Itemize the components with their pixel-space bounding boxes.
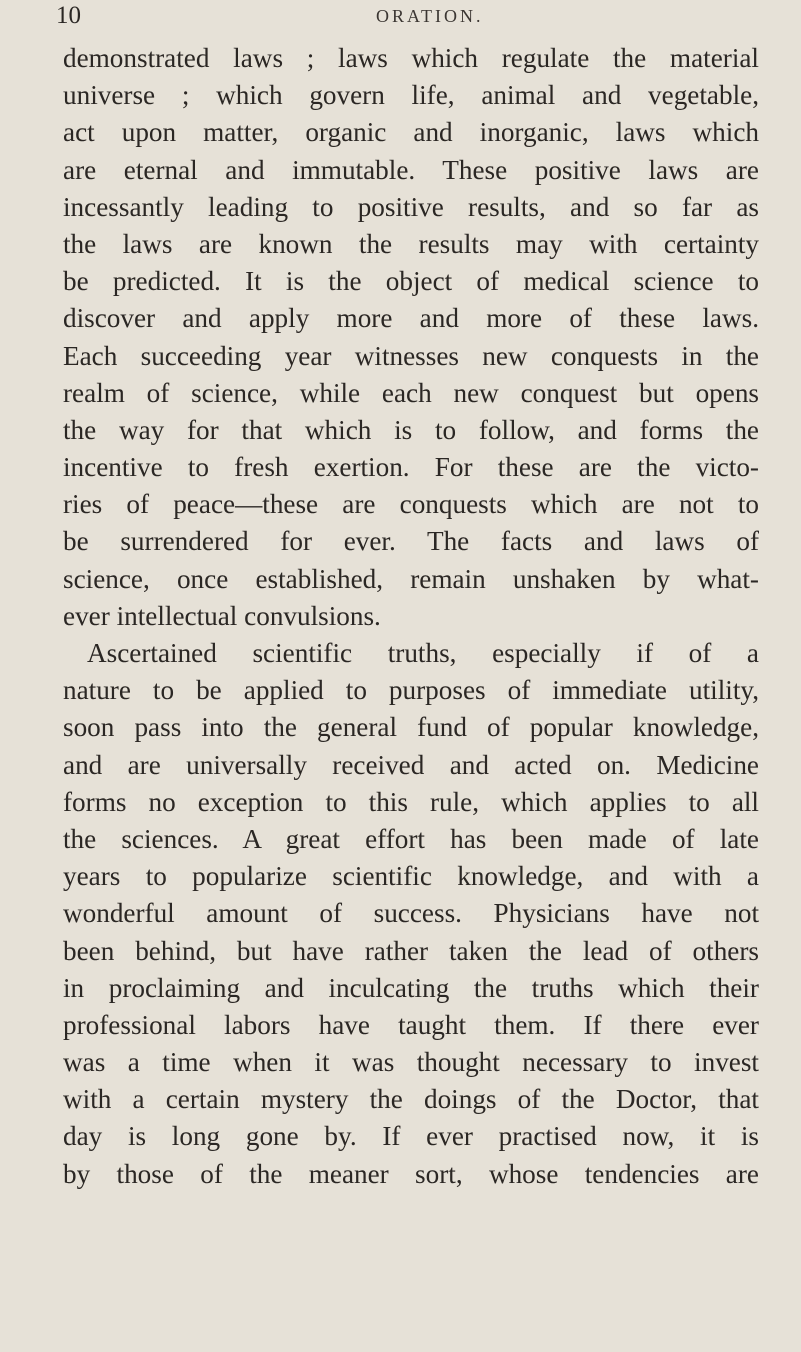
- text-line-10: realm of science, while each new conquest but opens: [63, 377, 759, 408]
- text-line-9: Each succeeding year witnesses new conquests in the: [63, 340, 759, 371]
- text-line-14: be surrendered for ever. The facts and laws of: [63, 526, 759, 557]
- text-line-1: demonstrated laws ; laws which regulate the material: [63, 43, 759, 73]
- text-line-31: by those of the meaner sort, whose tendencies are: [63, 1158, 759, 1189]
- text-line-5: incessantly leading to positive results, and so far as: [63, 191, 759, 222]
- text-line-4: are eternal and immutable. These positive laws are: [63, 154, 759, 185]
- text-line-8: discover and apply more and more of these laws.: [63, 303, 759, 334]
- text-line-21: forms no exception to this rule, which applies to all: [63, 786, 759, 817]
- text-line-3: act upon matter, organic and inorganic, laws which: [63, 117, 759, 148]
- text-line-30: day is long gone by. If ever practised now, it is: [63, 1121, 759, 1152]
- text-line-20: and are universally received and acted on. Medicine: [63, 749, 759, 780]
- text-line-29: with a certain mystery the doings of the Doctor, that: [63, 1084, 759, 1115]
- text-line-19: soon pass into the general fund of popular knowledge,: [63, 712, 759, 743]
- body-text: [63, 40, 759, 1193]
- text-line-15: science, once established, remain unshaken by what-: [63, 563, 759, 594]
- text-line-17: Ascertained scientific truths, especially if of a: [87, 638, 759, 668]
- page-number: 10: [56, 2, 81, 29]
- text-line-2: universe ; which govern life, animal and vegetable,: [63, 80, 759, 111]
- text-line-11: the way for that which is to follow, and forms the: [63, 414, 759, 445]
- text-line-6: the laws are known the results may with certainty: [63, 228, 759, 259]
- text-line-18: nature to be applied to purposes of immediate utility,: [63, 675, 759, 706]
- text-line-28: was a time when it was thought necessary to invest: [63, 1047, 759, 1078]
- text-line-16: ever intellectual convulsions.: [63, 600, 381, 631]
- text-line-7: be predicted. It is the object of medical science to: [63, 266, 759, 297]
- text-line-24: wonderful amount of success. Physicians have not: [63, 898, 759, 929]
- text-line-13: ries of peace—these are conquests which are not to: [63, 489, 759, 520]
- running-title: ORATION.: [376, 6, 484, 26]
- text-line-23: years to popularize scientific knowledge, and with a: [63, 861, 759, 892]
- text-line-22: the sciences. A great effort has been made of late: [63, 823, 759, 854]
- text-line-27: professional labors have taught them. If there ever: [63, 1009, 759, 1040]
- text-line-26: in proclaiming and inculcating the truths which their: [63, 972, 759, 1003]
- text-line-25: been behind, but have rather taken the lead of others: [63, 935, 759, 966]
- running-head: [48, 2, 768, 32]
- text-line-12: incentive to fresh exertion. For these are the victo-: [63, 452, 759, 483]
